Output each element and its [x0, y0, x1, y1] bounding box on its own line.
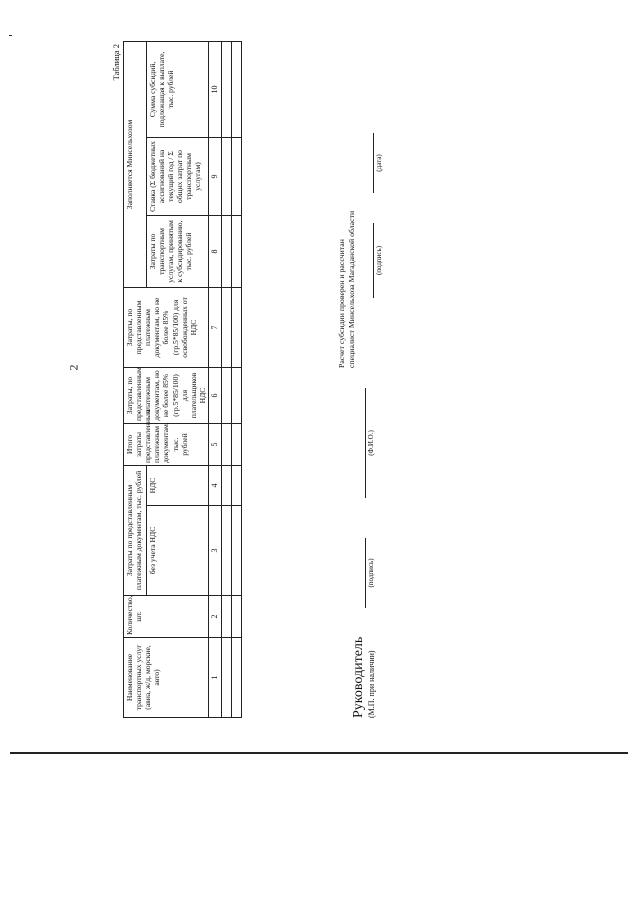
- header-total: Итого затраты представленным платежным документам, тыс. рублей: [124, 423, 209, 465]
- col-number: 9: [208, 137, 221, 215]
- header-payment-group: Затраты по представленным платежным документам, тыс. рублей: [124, 465, 147, 595]
- rotated-form-sheet: [111, 38, 383, 718]
- date-label: (дата): [375, 154, 383, 172]
- header-without-vat: без учета НДС: [146, 506, 208, 596]
- header-ministry-group: Заполняется Минсельхозом: [124, 41, 147, 287]
- col-number: 4: [208, 465, 221, 505]
- col-number: 6: [208, 367, 221, 423]
- col-number: 3: [208, 506, 221, 596]
- col-number: 7: [208, 287, 221, 367]
- stamp-note: (М.П. при наличии): [367, 650, 376, 718]
- header-subsidy-sum: Сумма субсидий, подлежащая к выплате, тыс. рублей: [146, 41, 208, 137]
- header-85-vat-payers: Затраты, по представленным платежным документам, но не более 85% (гр.5*85/100) для плательщиков НДС: [124, 367, 209, 423]
- col-number: 10: [208, 41, 221, 137]
- col-number: 8: [208, 215, 221, 287]
- signature-label: (подпись): [367, 558, 375, 588]
- header-rate: Ставка (Σ бюджетных ассигнований на текущий год / Σ общих затрат по транспортным услугам): [146, 137, 208, 215]
- page-divider: [10, 752, 628, 754]
- header-85-vat-exempt: Затраты, по представленным платежным документам, но не более 85% (гр.5*85/100) для освобожденных от НДС: [124, 287, 209, 367]
- head-title: Руководитель: [351, 636, 366, 718]
- fio-label: (Ф.И.О.): [367, 430, 375, 456]
- header-vat: НДС: [146, 465, 208, 505]
- signature-block: [115, 38, 383, 718]
- col-number: 1: [208, 638, 221, 718]
- page-number: 2: [66, 364, 81, 371]
- col-number: 2: [208, 596, 221, 638]
- signature2-label: (подпись): [375, 245, 383, 276]
- check-note: Расчет субсидии проверен и рассчитан специалист Минсельхоза Магаданской области: [337, 210, 356, 368]
- scan-speck: [9, 35, 12, 36]
- table-label: Таблица 2: [111, 44, 121, 81]
- col-number: 5: [208, 423, 221, 465]
- header-service-name: Наименование транспортных услуг (авиа, ж/д, морские, авто): [124, 638, 209, 718]
- header-quantity: Количество, шт.: [124, 596, 209, 638]
- header-accepted-costs: Затраты по транспортным услугам, принятым к субсидированию, тыс. рублей: [146, 215, 208, 287]
